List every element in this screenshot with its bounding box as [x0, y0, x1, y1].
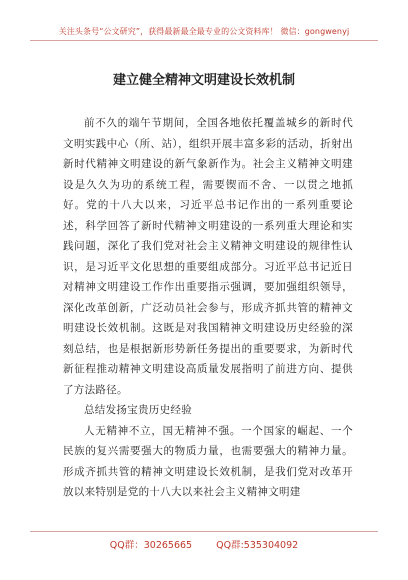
header-divider: [30, 40, 378, 41]
footer-divider: [30, 531, 378, 532]
body-paragraph: 人无精神不立，国无精神不强。一个国家的崛起、一个民族的复兴需要强大的物质力量，也需要强大的精神力量。形成齐抓共管的精神文明建设长效机制，是我们党对改革开放以来特别是党的十八大以来社会主义精神文明建: [63, 424, 353, 498]
body-paragraph: 前不久的端午节期间，全国各地依托覆盖城乡的新时代文明实践中心（所、站），组织开展丰富多彩的活动，折射出新时代精神文明建设的新气象新作为。社会主义精神文明建设是久久为功的系统工程，需要锲而不舍、一以贯之地抓好。党的十八大以来，习近平总书记作出的一系列重要论述，科学回答了新时代精神文明建设的一系列重大理论和实践问题，深化了我们党对社会主义精神文明建设的规律性认识，是习近平文化思想的重要组成部分。习近平总书记近日对精神文明建设工作作出重要指示强调，要加强组织领导，深化改革创新，广泛动员社会参与，形成齐抓共管的精神文明建设长效机制。这既是对我国精神文明建设历史经验的深刻总结，也是根据新形势新任务提出的重要要求，为新时代新征程推动精神文明建设高质量发展指明了前进方向、提供了方法路径。: [63, 117, 353, 396]
promo-banner: 关注头条号“公文研究”，获得最新最全最专业的公文资料库！ 微信：gongwenyj: [58, 27, 350, 36]
footer-qq-group-2: QQ群:535304092: [216, 540, 299, 551]
section-heading: 总结发扬宝贵历史经验: [84, 404, 192, 416]
document-title: 建立健全精神文明建设长效机制: [112, 73, 295, 88]
document-body: [63, 113, 353, 503]
footer: [0, 537, 408, 551]
footer-qq-group-1: QQ群：30265665: [109, 540, 193, 551]
